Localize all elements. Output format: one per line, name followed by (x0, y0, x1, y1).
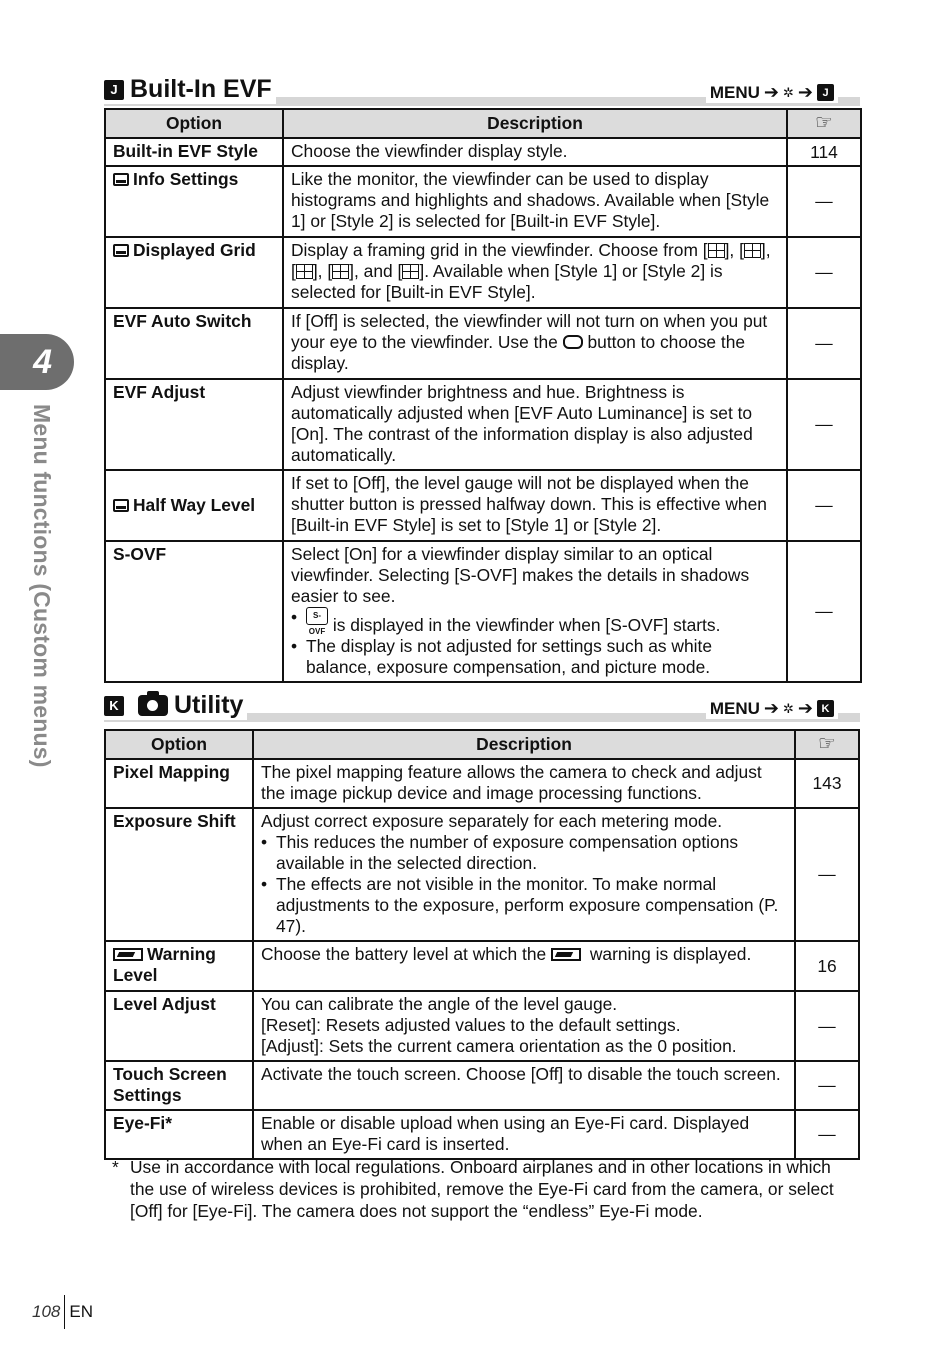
evf-menu-path: MENU ➔ ✲ ➔ J (706, 82, 838, 103)
footnote: * Use in accordance with local regulations. Onboard airplanes and in other locations in which the use of wireless devices is prohibited, remove the Eye-Fi card from the camera, or select [Off] for [Eye-Fi]. The camera does not support the “endless” Eye-Fi mode. (112, 1157, 834, 1221)
grid-icon (708, 243, 725, 258)
arrow-icon: ➔ (797, 698, 813, 718)
table-row: Level Adjust You can calibrate the angle of the level gauge. [Reset]: Resets adjusted values to the default settings. [Adjust]: Sets the current camera orientation as the 0 position. — (105, 991, 859, 1061)
table-row: Pixel Mapping The pixel mapping feature allows the camera to check and adjust the image pickup device and image processing functions. 143 (105, 759, 859, 808)
monitor-icon (113, 244, 129, 257)
utility-menu-path: MENU ➔ ✲ ➔ K (706, 698, 838, 719)
table-row: Touch Screen Settings Activate the touch screen. Choose [Off] to disable the touch screen. — (105, 1061, 859, 1110)
monitor-icon (113, 499, 129, 512)
grid-icon (296, 264, 313, 279)
lv-button-icon (563, 335, 583, 349)
evf-section-header (104, 72, 860, 106)
custom-menu-icon: ✲ (783, 84, 794, 100)
grid-icon (332, 264, 349, 279)
page-number: 108 EN (32, 1295, 93, 1329)
chapter-title: Menu functions (Custom menus) (29, 404, 55, 768)
utility-menu-icon: K (104, 696, 124, 716)
table-header-row: Option Description ☞ (105, 109, 861, 138)
evf-menu-icon: J (817, 84, 834, 101)
arrow-icon: ➔ (763, 82, 779, 102)
utility-section-title: Utility (174, 691, 244, 719)
table-row: Half Way Level If set to [Off], the level gauge will not be displayed when the shutter button is pressed halfway down. This is effective when [Built-in EVF Style] is set to [Style 1] or [Style 2]. — (105, 470, 861, 541)
reference-page-icon: ☞ (818, 733, 836, 755)
reference-page-icon: ☞ (815, 112, 833, 134)
utility-table (104, 729, 860, 1160)
table-row: Warning Level Choose the battery level at which the warning is displayed. 16 (105, 941, 859, 991)
table-row: Exposure Shift Adjust correct exposure separately for each metering mode. • This reduces the number of exposure compensation options available in the selected direction. • The effects are not visible in the monitor. To make normal adjustments to the exposure, perform exposure compensation (P. 47). — (105, 808, 859, 941)
evf-table (104, 108, 862, 683)
battery-icon (551, 948, 581, 961)
chapter-number: 4 (33, 342, 52, 381)
table-row: EVF Adjust Adjust viewfinder brightness and hue. Brightness is automatically adjusted when [EVF Auto Luminance] is set to [On]. The contrast of the information display is also adjusted automatically. — (105, 379, 861, 470)
camera-icon (138, 695, 168, 716)
utility-menu-icon: K (817, 700, 834, 717)
chapter-tab (0, 334, 74, 390)
battery-icon (113, 948, 143, 961)
evf-section-title: Built-In EVF (130, 75, 272, 103)
table-row: Eye-Fi* Enable or disable upload when using an Eye-Fi card. Displayed when an Eye-Fi card is inserted. — (105, 1110, 859, 1159)
utility-section-header (104, 688, 860, 722)
table-row: Built-in EVF Style Choose the viewfinder display style. 114 (105, 138, 861, 166)
grid-icon (402, 264, 419, 279)
evf-menu-icon: J (104, 80, 124, 100)
table-row: EVF Auto Switch If [Off] is selected, the viewfinder will not turn on when you put your eye to the viewfinder. Use the button to choose the display. — (105, 308, 861, 379)
table-row: Info Settings Like the monitor, the viewfinder can be used to display histograms and highlights and shadows. Available when [Style 1] or [Style 2] is selected for [Built-in EVF Style]. — (105, 166, 861, 237)
arrow-icon: ➔ (797, 82, 813, 102)
sovf-icon: S-OVF (306, 607, 328, 625)
table-row: Displayed Grid Display a framing grid in the viewfinder. Choose from [ ], [ ], [ ], [ ], and [ ]. Available when [Style 1] or [Style 2] is selected for [Built-in EVF Style]. — (105, 237, 861, 308)
table-row: S-OVF Select [On] for a viewfinder display similar to an optical viewfinder. Selecting [S-OVF] makes the details in shadows easier to see. • S-OVF is displayed in the viewfinder when [S-OVF] starts. • The display is not adjusted for settings such as white balance, exposure compensation, and picture mode. — (105, 541, 861, 682)
custom-menu-icon: ✲ (783, 700, 794, 716)
arrow-icon: ➔ (763, 698, 779, 718)
monitor-icon (113, 173, 129, 186)
grid-icon (744, 243, 761, 258)
language-label: EN (69, 1302, 93, 1321)
table-header-row: Option Description ☞ (105, 730, 859, 759)
